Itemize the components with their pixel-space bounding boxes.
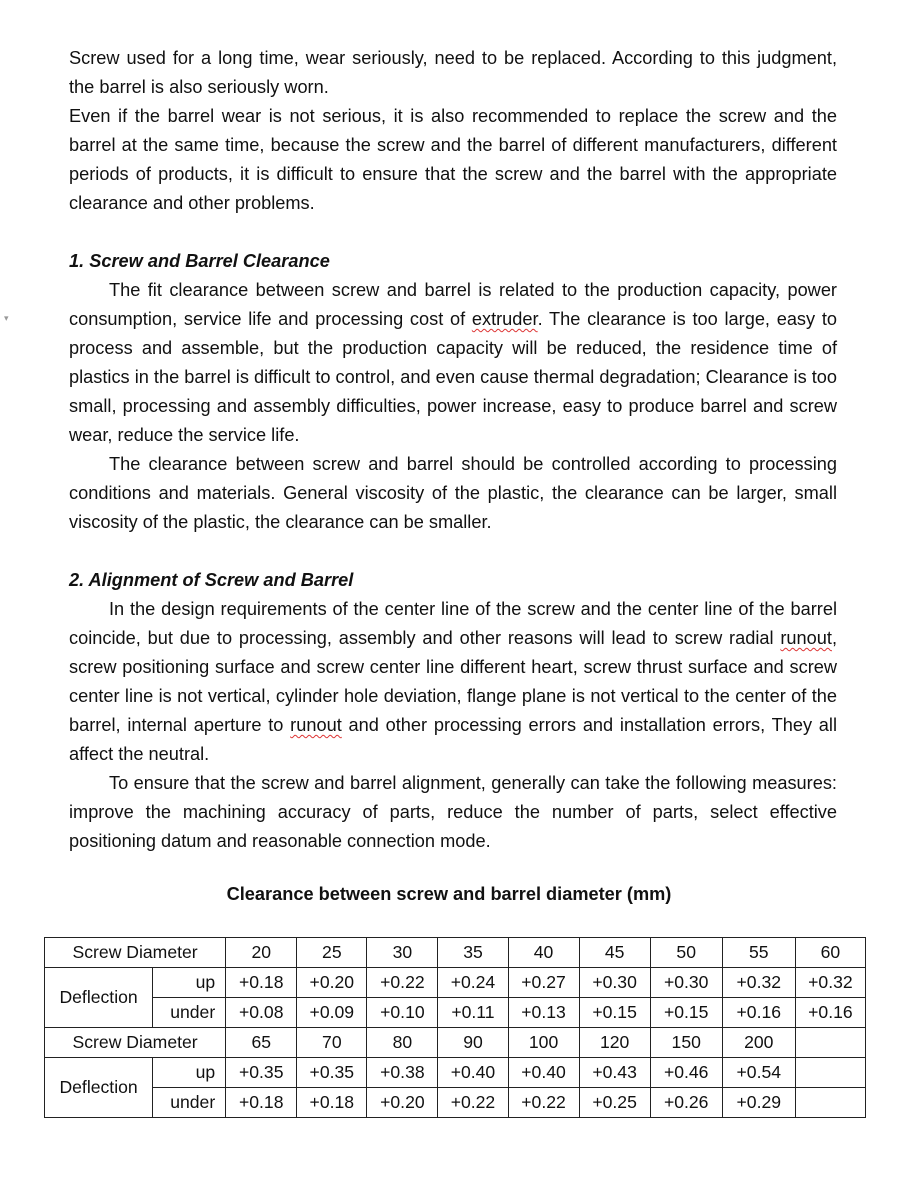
table-cell: +0.24 bbox=[438, 968, 508, 998]
table-cell: +0.30 bbox=[579, 968, 650, 998]
table-cell: +0.40 bbox=[508, 1058, 579, 1088]
deflection-label: Deflection bbox=[45, 968, 153, 1028]
table-cell: +0.54 bbox=[722, 1058, 795, 1088]
table-cell: +0.22 bbox=[508, 1088, 579, 1118]
section-2-paragraph-1: In the design requirements of the center line of the screw and the center line of the barrel coincide, but due to processing, assembly and other reasons will lead to screw radial runout, screw positioning surface and screw center line different heart, screw thrust surface and screw center line is not vertical, cylinder hole deviation, flange plane is not vertical to the center of the barrel, internal aperture to runout and other processing errors and installation errors, They all affect the neutral. bbox=[69, 599, 837, 764]
section-2-paragraph-2: To ensure that the screw and barrel alignment, generally can take the following measures: improve the machining accuracy of parts, reduce the number of parts, select effective positioning datum and reasonable connection mode. bbox=[69, 773, 837, 851]
table-cell: +0.35 bbox=[226, 1058, 297, 1088]
up-label: up bbox=[153, 1058, 226, 1088]
table-cell: +0.08 bbox=[226, 998, 297, 1028]
table-cell: +0.11 bbox=[438, 998, 508, 1028]
table-cell: +0.18 bbox=[226, 968, 297, 998]
table-cell: 200 bbox=[722, 1028, 795, 1058]
table-cell: 60 bbox=[795, 938, 865, 968]
table-cell: +0.25 bbox=[579, 1088, 650, 1118]
table-cell: +0.35 bbox=[297, 1058, 367, 1088]
table-row bbox=[45, 1028, 866, 1058]
document-body bbox=[69, 44, 837, 856]
table-cell: +0.16 bbox=[722, 998, 795, 1028]
table-cell: +0.20 bbox=[297, 968, 367, 998]
section-1-paragraph-1: The fit clearance between screw and barrel is related to the production capacity, power consumption, service life and processing cost of extruder. The clearance is too large, easy to process and assemble, but the production capacity will be reduced, the residence time of plastics in the barrel is difficult to control, and even cause thermal degradation; Clearance is too small, processing and assembly difficulties, power increase, easy to produce barrel and screw wear, reduce the service life. bbox=[69, 280, 838, 445]
table-cell: +0.13 bbox=[508, 998, 579, 1028]
table-cell bbox=[795, 1058, 865, 1088]
section-2-heading: 2. Alignment of Screw and Barrel bbox=[69, 570, 354, 590]
table-cell: +0.22 bbox=[438, 1088, 508, 1118]
table-cell: +0.15 bbox=[650, 998, 722, 1028]
table-cell: 30 bbox=[367, 938, 438, 968]
table-cell: +0.43 bbox=[579, 1058, 650, 1088]
intro-paragraph-1: Screw used for a long time, wear seriously, need to be replaced. According to this judgment, the barrel is also seriously worn. bbox=[69, 48, 837, 97]
table-cell: +0.30 bbox=[650, 968, 722, 998]
table-cell: +0.22 bbox=[367, 968, 438, 998]
table-row bbox=[45, 1088, 866, 1118]
table-cell: 80 bbox=[367, 1028, 438, 1058]
table-cell: +0.38 bbox=[367, 1058, 438, 1088]
table-cell: 55 bbox=[722, 938, 795, 968]
table-row bbox=[45, 1058, 866, 1088]
table-cell: 25 bbox=[297, 938, 367, 968]
table-cell: 90 bbox=[438, 1028, 508, 1058]
table-cell: +0.29 bbox=[722, 1088, 795, 1118]
section-1-paragraph-2: The clearance between screw and barrel should be controlled according to processing conditions and materials. General viscosity of the plastic, the clearance can be larger, small viscosity of the plastic, the clearance can be smaller. bbox=[69, 454, 837, 532]
table-cell: +0.18 bbox=[226, 1088, 297, 1118]
up-label: up bbox=[153, 968, 226, 998]
table-cell: 35 bbox=[438, 938, 508, 968]
table-cell: +0.10 bbox=[367, 998, 438, 1028]
table-cell: +0.27 bbox=[508, 968, 579, 998]
table-cell: +0.15 bbox=[579, 998, 650, 1028]
under-label: under bbox=[153, 998, 226, 1028]
table-cell: 70 bbox=[297, 1028, 367, 1058]
screw-diameter-label: Screw Diameter bbox=[45, 1028, 226, 1058]
table-cell bbox=[795, 1088, 865, 1118]
table-cell: +0.20 bbox=[367, 1088, 438, 1118]
table-row bbox=[45, 998, 866, 1028]
table-row bbox=[45, 938, 866, 968]
table-cell: 50 bbox=[650, 938, 722, 968]
table-cell: 45 bbox=[579, 938, 650, 968]
deflection-label: Deflection bbox=[45, 1058, 153, 1118]
table-cell: +0.32 bbox=[722, 968, 795, 998]
table-cell: +0.46 bbox=[650, 1058, 722, 1088]
spellcheck-word: runout bbox=[780, 628, 832, 648]
clearance-table bbox=[44, 937, 866, 1118]
table-cell: 150 bbox=[650, 1028, 722, 1058]
spellcheck-word: extruder bbox=[471, 309, 538, 329]
table-cell: +0.09 bbox=[297, 998, 367, 1028]
table-cell bbox=[795, 1028, 865, 1058]
intro-paragraph-2: Even if the barrel wear is not serious, it is also recommended to replace the screw and the barrel at the same time, because the screw and the barrel of different manufacturers, different periods of products, it is difficult to ensure that the screw and the barrel with the appropriate clearance and other problems. bbox=[69, 106, 837, 213]
table-title: Clearance between screw and barrel diameter (mm) bbox=[226, 884, 672, 904]
table-cell: +0.26 bbox=[650, 1088, 722, 1118]
table-cell: 65 bbox=[226, 1028, 297, 1058]
table-cell: +0.40 bbox=[438, 1058, 508, 1088]
margin-marker-icon: ▾ bbox=[4, 313, 9, 323]
under-label: under bbox=[153, 1088, 226, 1118]
section-1-heading: 1. Screw and Barrel Clearance bbox=[69, 251, 330, 271]
table-cell: +0.32 bbox=[795, 968, 865, 998]
table-row bbox=[45, 968, 866, 998]
spellcheck-word: runout bbox=[290, 715, 342, 735]
table-cell: 40 bbox=[508, 938, 579, 968]
table-cell: 120 bbox=[579, 1028, 650, 1058]
table-cell: +0.16 bbox=[795, 998, 865, 1028]
table-cell: +0.18 bbox=[297, 1088, 367, 1118]
table-cell: 100 bbox=[508, 1028, 579, 1058]
screw-diameter-label: Screw Diameter bbox=[45, 938, 226, 968]
table-cell: 20 bbox=[226, 938, 297, 968]
